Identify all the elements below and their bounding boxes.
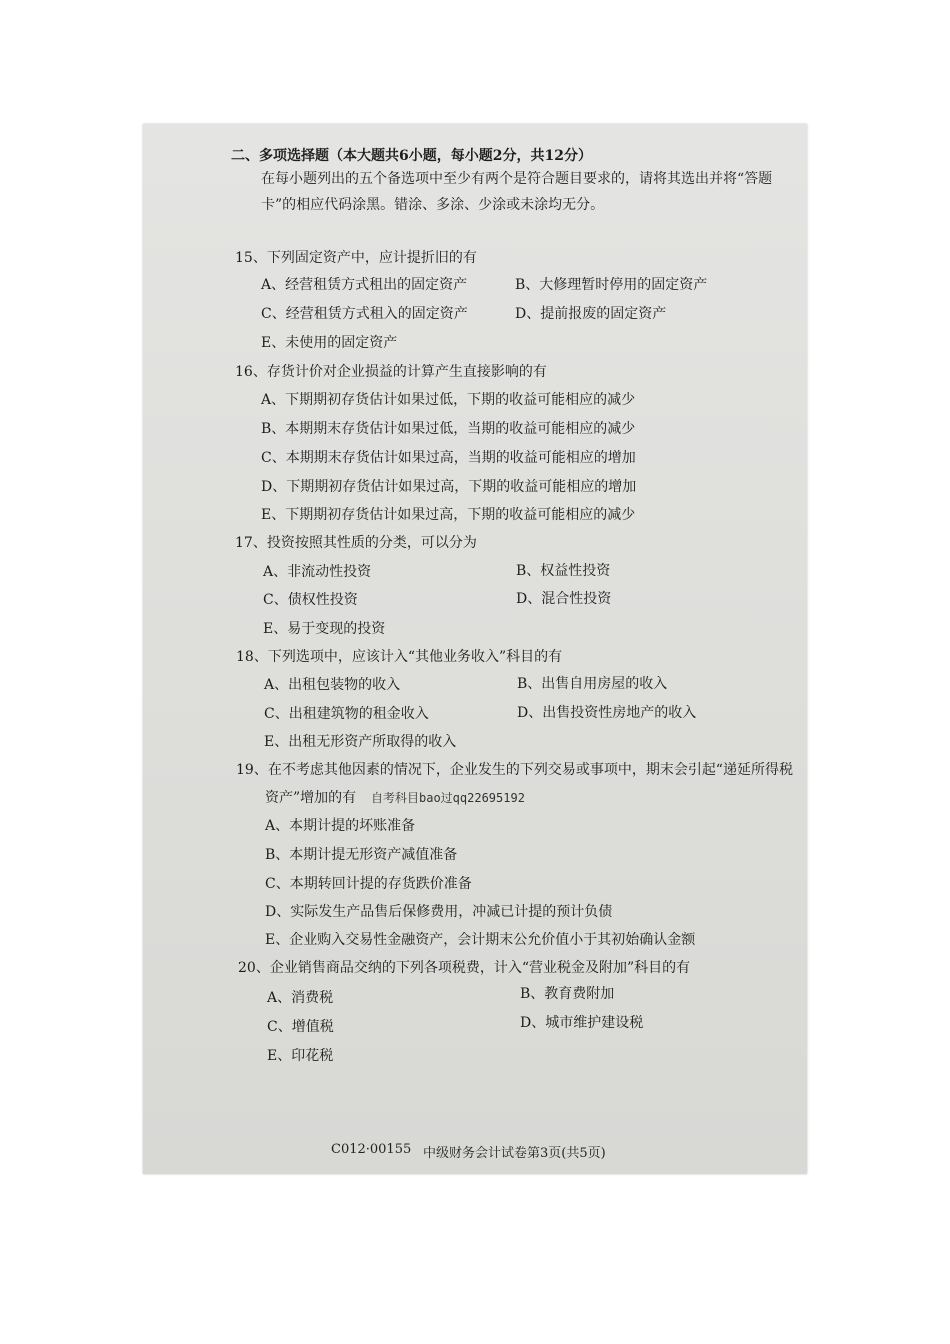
question-19-stem-line2: 资产”增加的有 [265, 790, 357, 806]
question-15-option-d: D、提前报废的固定资产 [515, 306, 667, 322]
exam-page [143, 124, 807, 1174]
question-16-stem: 16、存货计价对企业损益的计算产生直接影响的有 [235, 364, 547, 380]
question-19-option-e: E、企业购入交易性金融资产，会计期末公允价值小于其初始确认金额 [265, 932, 696, 948]
footer-code: C012·00155 [331, 1142, 412, 1157]
question-16-option-a: A、下期期初存货估计如果过低，下期的收益可能相应的减少 [261, 392, 636, 408]
question-17-option-a: A、非流动性投资 [263, 564, 372, 580]
question-19-option-b: B、本期计提无形资产减值准备 [265, 847, 458, 863]
question-17-option-b: B、权益性投资 [516, 563, 611, 579]
question-16-option-e: E、下期期初存货估计如果过高，下期的收益可能相应的减少 [261, 507, 636, 523]
question-16-option-c: C、本期期末存货估计如果过高，当期的收益可能相应的增加 [261, 450, 636, 466]
question-20-stem: 20、企业销售商品交纳的下列各项税费，计入“营业税金及附加”科目的有 [238, 960, 691, 976]
section-heading: 二、多项选择题（本大题共6小题，每小题2分，共12分） [231, 148, 592, 164]
question-20-option-d: D、城市维护建设税 [520, 1015, 644, 1031]
question-19-option-a: A、本期计提的坏账准备 [265, 818, 416, 834]
section-instruction-line2: 卡”的相应代码涂黑。错涂、多涂、少涂或未涂均无分。 [261, 197, 605, 213]
question-20-option-e: E、印花税 [267, 1048, 334, 1064]
question-15-option-a: A、经营租赁方式租出的固定资产 [261, 277, 468, 293]
question-15-option-b: B、大修理暂时停用的固定资产 [515, 277, 708, 293]
question-18-option-c: C、出租建筑物的租金收入 [264, 706, 429, 722]
question-15-stem: 15、下列固定资产中，应计提折旧的有 [235, 250, 477, 266]
question-18-option-d: D、出售投资性房地产的收入 [517, 705, 697, 721]
question-17-option-c: C、债权性投资 [263, 592, 358, 608]
question-20-option-c: C、增值税 [267, 1019, 334, 1035]
question-20-option-a: A、消费税 [267, 990, 334, 1006]
question-18-stem: 18、下列选项中，应该计入“其他业务收入”科目的有 [236, 649, 563, 665]
question-18-option-b: B、出售自用房屋的收入 [517, 676, 668, 692]
question-17-option-d: D、混合性投资 [516, 591, 612, 607]
question-19-option-d: D、实际发生产品售后保修费用，冲减已计提的预计负债 [265, 904, 613, 920]
question-17-stem: 17、投资按照其性质的分类，可以分为 [235, 535, 477, 551]
question-18-option-a: A、出租包装物的收入 [264, 677, 401, 693]
watermark-text: 自考科目bao过qq22695192 [371, 791, 525, 805]
question-16-option-b: B、本期期末存货估计如果过低，当期的收益可能相应的减少 [261, 421, 636, 437]
section-instruction-line1: 在每小题列出的五个备选项中至少有两个是符合题目要求的，请将其选出并将“答题 [261, 171, 773, 187]
question-18-option-e: E、出租无形资产所取得的收入 [264, 734, 457, 750]
question-20-option-b: B、教育费附加 [520, 986, 615, 1002]
question-15-option-e: E、未使用的固定资产 [261, 335, 398, 351]
footer-title: 中级财务会计试卷第3页(共5页) [423, 1146, 606, 1161]
question-16-option-d: D、下期期初存货估计如果过高，下期的收益可能相应的增加 [261, 479, 637, 495]
question-15-option-c: C、经营租赁方式租入的固定资产 [261, 306, 468, 322]
question-17-option-e: E、易于变现的投资 [263, 621, 386, 637]
question-19-stem-line1: 19、在不考虑其他因素的情况下，企业发生的下列交易或事项中，期末会引起“递延所得税 [236, 762, 793, 778]
question-19-option-c: C、本期转回计提的存货跌价准备 [265, 876, 472, 892]
